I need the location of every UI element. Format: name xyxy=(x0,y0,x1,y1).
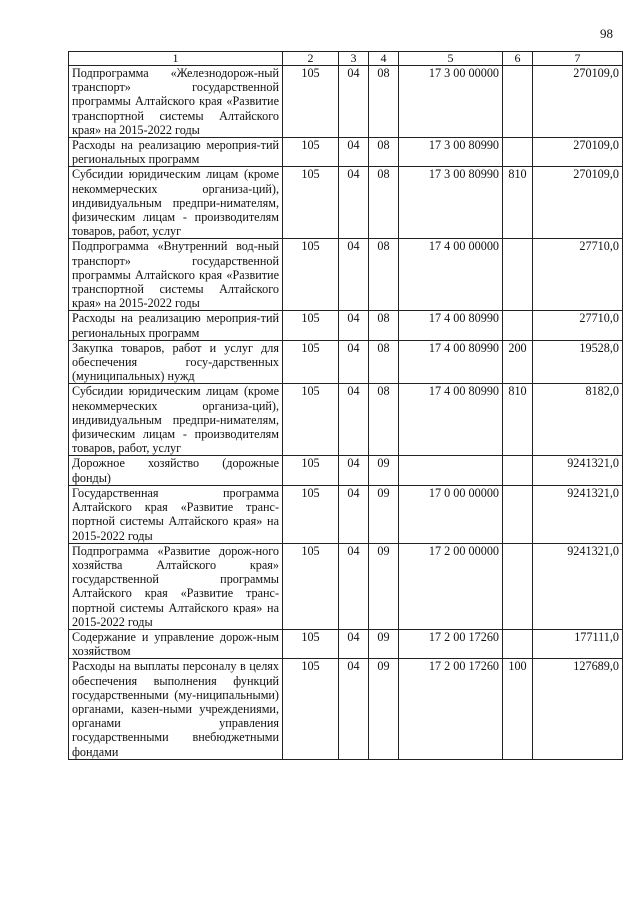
row-name-cell: Государственная программа Алтайского края «Развитие транс-портной системы Алтайского края» на 2015-2022 годы xyxy=(69,485,283,543)
row-name-cell: Подпрограмма «Железнодорож-ный транспорт» государственной программы Алтайского края «Развитие транспортной системы Алтайского края» на 2015-2022 годы xyxy=(69,66,283,138)
subsection-code-cell: 08 xyxy=(369,167,399,239)
expense-type-cell: 810 xyxy=(503,384,533,456)
amount-cell: 9241321,0 xyxy=(533,456,623,485)
expense-type-cell: 100 xyxy=(503,659,533,759)
column-header: 4 xyxy=(369,52,399,66)
table-row xyxy=(69,340,623,384)
target-article-cell: 17 4 00 80990 xyxy=(399,384,503,456)
table-header-row xyxy=(69,52,623,66)
row-name-cell: Расходы на реализацию мероприя-тий региональных программ xyxy=(69,138,283,167)
amount-cell: 127689,0 xyxy=(533,659,623,759)
row-name-cell: Субсидии юридическим лицам (кроме некоммерческих организа-ций), индивидуальным предпри-нимателям, физическим лицам - производителям товаров, работ, услуг xyxy=(69,384,283,456)
table-row xyxy=(69,311,623,340)
column-header: 6 xyxy=(503,52,533,66)
column-header: 2 xyxy=(283,52,339,66)
expense-type-cell xyxy=(503,629,533,658)
row-name-cell: Подпрограмма «Развитие дорож-ного хозяйства Алтайского края» государственной программы Алтайского края «Развитие транс-портной системы Алтайского края» на 2015-2022 годы xyxy=(69,543,283,629)
row-name-cell: Расходы на выплаты персоналу в целях обеспечения выполнения функций государственными (му-ниципальными) органами, казен-ными учреждениями, органами управления государственными внебюджетными фондами xyxy=(69,659,283,759)
chapter-code-cell: 105 xyxy=(283,456,339,485)
chapter-code-cell: 105 xyxy=(283,384,339,456)
row-name-cell: Закупка товаров, работ и услуг для обеспечения госу-дарственных (муниципальных) нужд xyxy=(69,340,283,384)
table-row xyxy=(69,384,623,456)
expense-type-cell xyxy=(503,543,533,629)
table-row xyxy=(69,138,623,167)
amount-cell: 27710,0 xyxy=(533,239,623,311)
row-name-cell: Дорожное хозяйство (дорожные фонды) xyxy=(69,456,283,485)
expense-type-cell: 810 xyxy=(503,167,533,239)
table-row xyxy=(69,239,623,311)
section-code-cell: 04 xyxy=(339,66,369,138)
amount-cell: 8182,0 xyxy=(533,384,623,456)
subsection-code-cell: 09 xyxy=(369,456,399,485)
section-code-cell: 04 xyxy=(339,384,369,456)
section-code-cell: 04 xyxy=(339,543,369,629)
target-article-cell: 17 4 00 80990 xyxy=(399,340,503,384)
subsection-code-cell: 08 xyxy=(369,340,399,384)
chapter-code-cell: 105 xyxy=(283,485,339,543)
target-article-cell: 17 2 00 17260 xyxy=(399,659,503,759)
target-article-cell: 17 2 00 17260 xyxy=(399,629,503,658)
amount-cell: 177111,0 xyxy=(533,629,623,658)
section-code-cell: 04 xyxy=(339,659,369,759)
target-article-cell: 17 3 00 80990 xyxy=(399,138,503,167)
target-article-cell: 17 2 00 00000 xyxy=(399,543,503,629)
target-article-cell: 17 4 00 00000 xyxy=(399,239,503,311)
subsection-code-cell: 09 xyxy=(369,629,399,658)
table-row xyxy=(69,167,623,239)
page-number: 98 xyxy=(600,26,613,41)
section-code-cell: 04 xyxy=(339,311,369,340)
amount-cell: 19528,0 xyxy=(533,340,623,384)
subsection-code-cell: 08 xyxy=(369,138,399,167)
subsection-code-cell: 08 xyxy=(369,311,399,340)
table-row xyxy=(69,543,623,629)
subsection-code-cell: 09 xyxy=(369,659,399,759)
target-article-cell: 17 0 00 00000 xyxy=(399,485,503,543)
expense-type-cell xyxy=(503,311,533,340)
section-code-cell: 04 xyxy=(339,340,369,384)
table-row xyxy=(69,629,623,658)
section-code-cell: 04 xyxy=(339,456,369,485)
expense-type-cell xyxy=(503,239,533,311)
amount-cell: 9241321,0 xyxy=(533,543,623,629)
target-article-cell: 17 4 00 80990 xyxy=(399,311,503,340)
row-name-cell: Субсидии юридическим лицам (кроме некоммерческих организа-ций), индивидуальным предпри-нимателям, физическим лицам - производителям товаров, работ, услуг xyxy=(69,167,283,239)
section-code-cell: 04 xyxy=(339,629,369,658)
column-header: 7 xyxy=(533,52,623,66)
expense-type-cell: 200 xyxy=(503,340,533,384)
chapter-code-cell: 105 xyxy=(283,311,339,340)
amount-cell: 270109,0 xyxy=(533,167,623,239)
chapter-code-cell: 105 xyxy=(283,543,339,629)
target-article-cell xyxy=(399,456,503,485)
section-code-cell: 04 xyxy=(339,239,369,311)
table-row xyxy=(69,485,623,543)
section-code-cell: 04 xyxy=(339,167,369,239)
target-article-cell: 17 3 00 00000 xyxy=(399,66,503,138)
budget-table xyxy=(68,51,623,760)
amount-cell: 27710,0 xyxy=(533,311,623,340)
amount-cell: 9241321,0 xyxy=(533,485,623,543)
table-row xyxy=(69,659,623,759)
amount-cell: 270109,0 xyxy=(533,66,623,138)
table-row xyxy=(69,456,623,485)
column-header: 3 xyxy=(339,52,369,66)
expense-type-cell xyxy=(503,485,533,543)
expense-type-cell xyxy=(503,138,533,167)
subsection-code-cell: 09 xyxy=(369,543,399,629)
column-header: 1 xyxy=(69,52,283,66)
column-header: 5 xyxy=(399,52,503,66)
subsection-code-cell: 08 xyxy=(369,66,399,138)
chapter-code-cell: 105 xyxy=(283,167,339,239)
target-article-cell: 17 3 00 80990 xyxy=(399,167,503,239)
subsection-code-cell: 08 xyxy=(369,239,399,311)
table-row xyxy=(69,66,623,138)
row-name-cell: Расходы на реализацию мероприя-тий региональных программ xyxy=(69,311,283,340)
amount-cell: 270109,0 xyxy=(533,138,623,167)
chapter-code-cell: 105 xyxy=(283,340,339,384)
chapter-code-cell: 105 xyxy=(283,66,339,138)
subsection-code-cell: 09 xyxy=(369,485,399,543)
chapter-code-cell: 105 xyxy=(283,659,339,759)
chapter-code-cell: 105 xyxy=(283,239,339,311)
chapter-code-cell: 105 xyxy=(283,138,339,167)
section-code-cell: 04 xyxy=(339,485,369,543)
subsection-code-cell: 08 xyxy=(369,384,399,456)
row-name-cell: Содержание и управление дорож-ным хозяйством xyxy=(69,629,283,658)
row-name-cell: Подпрограмма «Внутренний вод-ный транспорт» государственной программы Алтайского края «Развитие транспортной системы Алтайского края» на 2015-2022 годы xyxy=(69,239,283,311)
chapter-code-cell: 105 xyxy=(283,629,339,658)
section-code-cell: 04 xyxy=(339,138,369,167)
expense-type-cell xyxy=(503,456,533,485)
expense-type-cell xyxy=(503,66,533,138)
